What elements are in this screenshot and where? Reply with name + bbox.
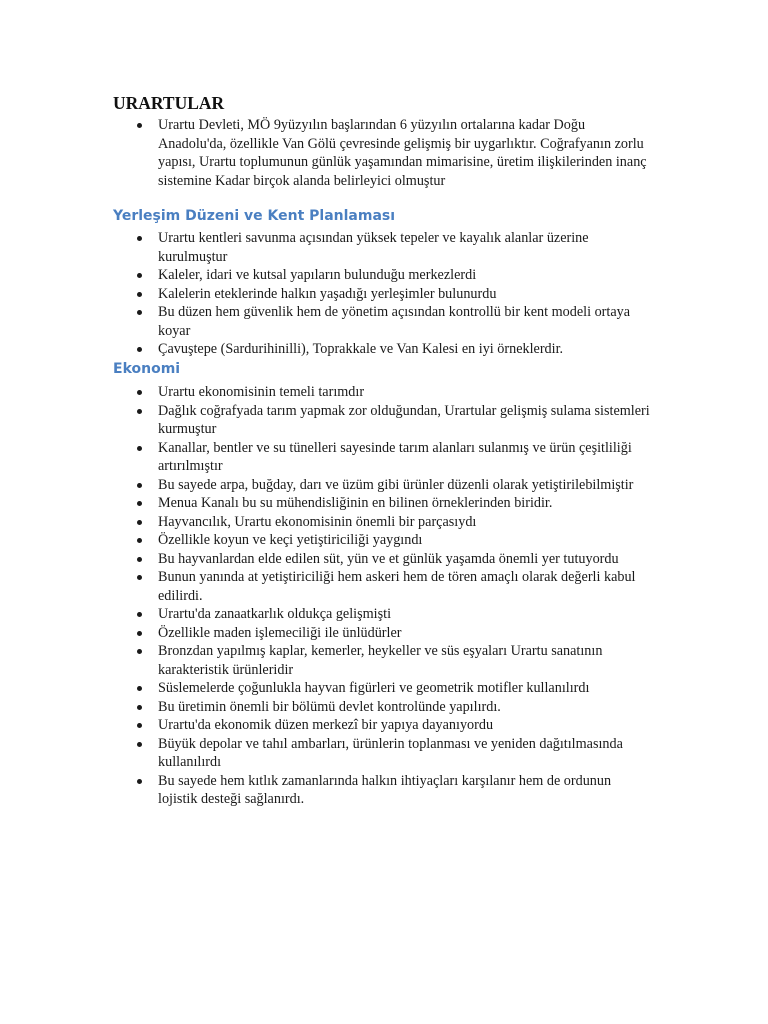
list-item: Bronzdan yapılmış kaplar, kemerler, heykeller ve süs eşyaları Urartu sanatının karakteristik ürünleridir	[131, 642, 651, 679]
list-item: Özellikle koyun ve keçi yetiştiriciliği yaygındı	[131, 531, 651, 550]
section-heading-economy: Ekonomi	[113, 361, 181, 377]
list-item: Hayvancılık, Urartu ekonomisinin önemli bir parçasıydı	[131, 513, 651, 532]
list-item: Urartu Devleti, MÖ 9yüzyılın başlarından 6 yüzyılın ortalarına kadar Doğu Anadolu'da, özellikle Van Gölü çevresinde gelişmiş bir uygarlıktır. Coğrafyanın zorlu yapısı, Urartu toplumunun günlük yaşamından mimarisine, üretim ilişkilerinden inanç sistemine Kadar birçok alanda belirleyici olmuştur	[131, 116, 651, 190]
list-item: Bu sayede arpa, buğday, darı ve üzüm gibi ürünler düzenli olarak yetiştirilebilmiştir	[131, 476, 651, 495]
list-item: Urartu ekonomisinin temeli tarımdır	[131, 383, 651, 402]
list-item: Süslemelerde çoğunlukla hayvan figürleri ve geometrik motifler kullanılırdı	[131, 679, 651, 698]
document-title: URARTULAR	[113, 93, 225, 113]
list-item: Bu sayede hem kıtlık zamanlarında halkın ihtiyaçları karşılanır hem de ordunun lojistik desteği sağlanırdı.	[131, 772, 651, 809]
list-item: Özellikle maden işlemeciliği ile ünlüdürler	[131, 624, 651, 643]
list-item: Bu üretimin önemli bir bölümü devlet kontrolünde yapılırdı.	[131, 698, 651, 717]
economy-list	[131, 383, 651, 809]
list-item: Büyük depolar ve tahıl ambarları, ürünlerin toplanması ve yeniden dağıtılmasında kullanılırdı	[131, 735, 651, 772]
list-item: Dağlık coğrafyada tarım yapmak zor olduğundan, Urartular gelişmiş sulama sistemleri kurmuştur	[131, 402, 651, 439]
list-item: Menua Kanalı bu su mühendisliğinin en bilinen örneklerinden biridir.	[131, 494, 651, 513]
section-heading-settlement: Yerleşim Düzeni ve Kent Planlaması	[113, 208, 396, 224]
intro-list	[131, 116, 651, 190]
list-item: Urartu kentleri savunma açısından yüksek tepeler ve kayalık alanlar üzerine kurulmuştur	[131, 229, 651, 266]
list-item: Çavuştepe (Sardurihinilli), Toprakkale ve Van Kalesi en iyi örneklerdir.	[131, 340, 651, 359]
list-item: Kaleler, idari ve kutsal yapıların bulunduğu merkezlerdi	[131, 266, 651, 285]
list-item: Bunun yanında at yetiştiriciliği hem askeri hem de tören amaçlı olarak değerli kabul edilirdi.	[131, 568, 651, 605]
list-item: Bu düzen hem güvenlik hem de yönetim açısından kontrollü bir kent modeli ortaya koyar	[131, 303, 651, 340]
list-item: Urartu'da ekonomik düzen merkezî bir yapıya dayanıyordu	[131, 716, 651, 735]
list-item: Urartu'da zanaatkarlık oldukça gelişmişti	[131, 605, 651, 624]
list-item: Kalelerin eteklerinde halkın yaşadığı yerleşimler bulunurdu	[131, 285, 651, 304]
list-item: Bu hayvanlardan elde edilen süt, yün ve et günlük yaşamda önemli yer tutuyordu	[131, 550, 651, 569]
settlement-list	[131, 229, 651, 359]
list-item: Kanallar, bentler ve su tünelleri sayesinde tarım alanları sulanmış ve ürün çeşitliliği artırılmıştır	[131, 439, 651, 476]
